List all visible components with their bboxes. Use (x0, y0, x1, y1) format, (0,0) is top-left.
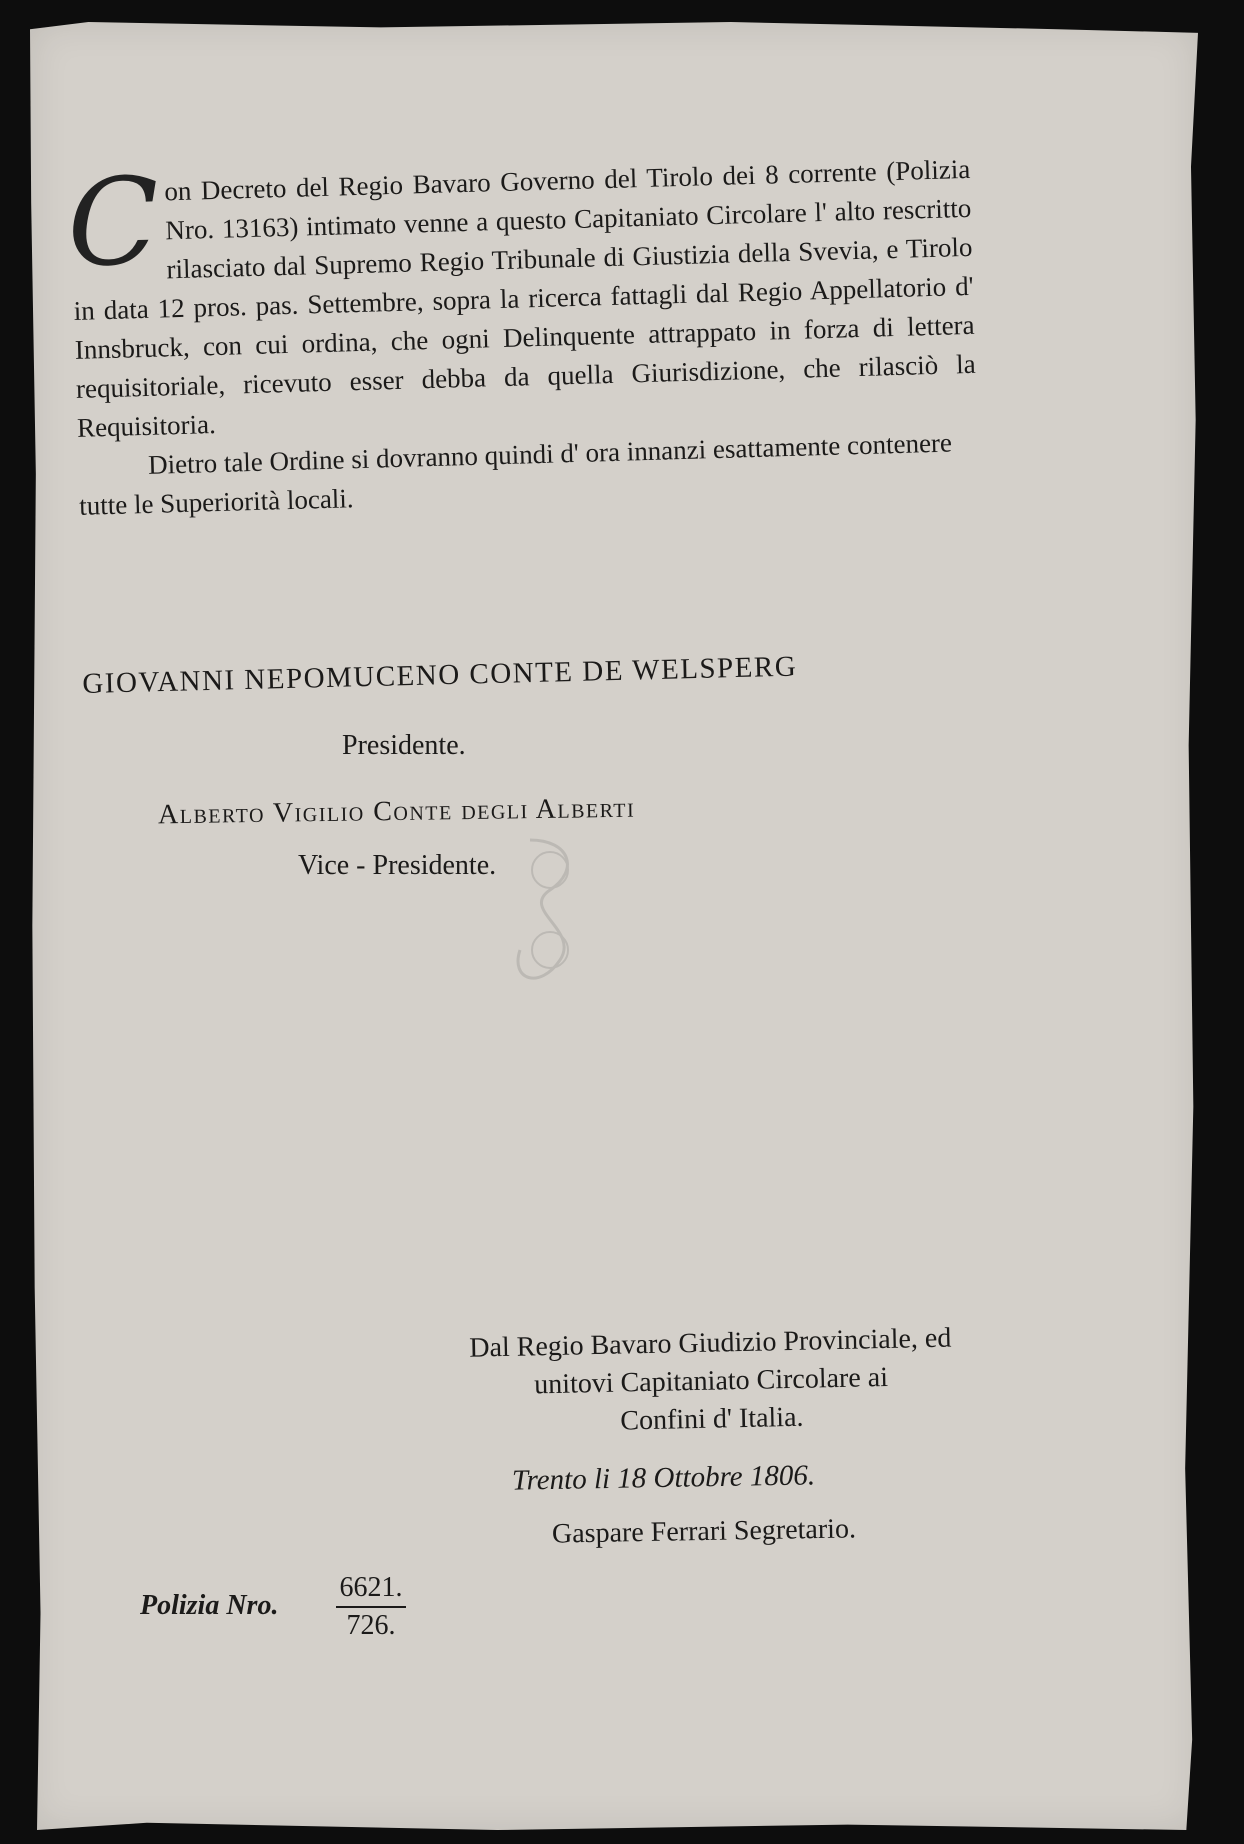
polizia-denominator: 726. (346, 1610, 396, 1641)
decree-paragraph-2: Dietro tale Ordine si dovranno quindi d' ora innanzi esattamente contenere tutte le Superiorità locali. (78, 427, 953, 521)
polizia-numerator: 6621. (336, 1572, 406, 1608)
president-title: Presidente. (342, 730, 466, 761)
issuer-line-2: unitovi Capitaniato Circolare ai (533, 1361, 889, 1401)
vice-president-title: Vice - Presidente. (298, 850, 497, 881)
watermark-icon (500, 830, 600, 1000)
dropcap: C (65, 152, 162, 295)
secretary-signature: Gaspare Ferrari Segretario. (551, 1513, 857, 1550)
president-name: GIOVANNI NEPOMUCENO CONTE DE WELSPERG (82, 650, 798, 700)
issuer-line-1: Dal Regio Bavaro Giudizio Provinciale, ed (468, 1322, 952, 1364)
issue-date: Trento li 18 Ottobre 1806. (511, 1459, 816, 1497)
polizia-fraction (336, 1572, 406, 1642)
polizia-label: Polizia Nro. (140, 1590, 279, 1621)
decree-paragraph-1: on Decreto del Regio Bavaro Governo del Tirolo dei 8 corrente (Polizia Nro. 13163) intimato venne a questo Capitaniato Circolare l' alto rescritto rilasciato dal Supremo Regio Tribunale di Giustizia della Svevia, e Tirolo in data 12 pros. pas. Settembre, sopra la ricerca fattagli dal Regio Appellatorio d' Innsbruck, con cui ordina, che ogni Delinquente attrappato in forza di lettera requisitoriale, ricevuto esser debba da quella Giurisdizione, che rilasciò la Requisitoria. (73, 153, 977, 443)
decree-text (65, 150, 979, 526)
vice-president-name: Alberto Vigilio Conte degli Alberti (157, 792, 636, 831)
issuer-line-3: Confini d' Italia. (620, 1401, 804, 1437)
issuer-block (360, 1317, 1062, 1446)
